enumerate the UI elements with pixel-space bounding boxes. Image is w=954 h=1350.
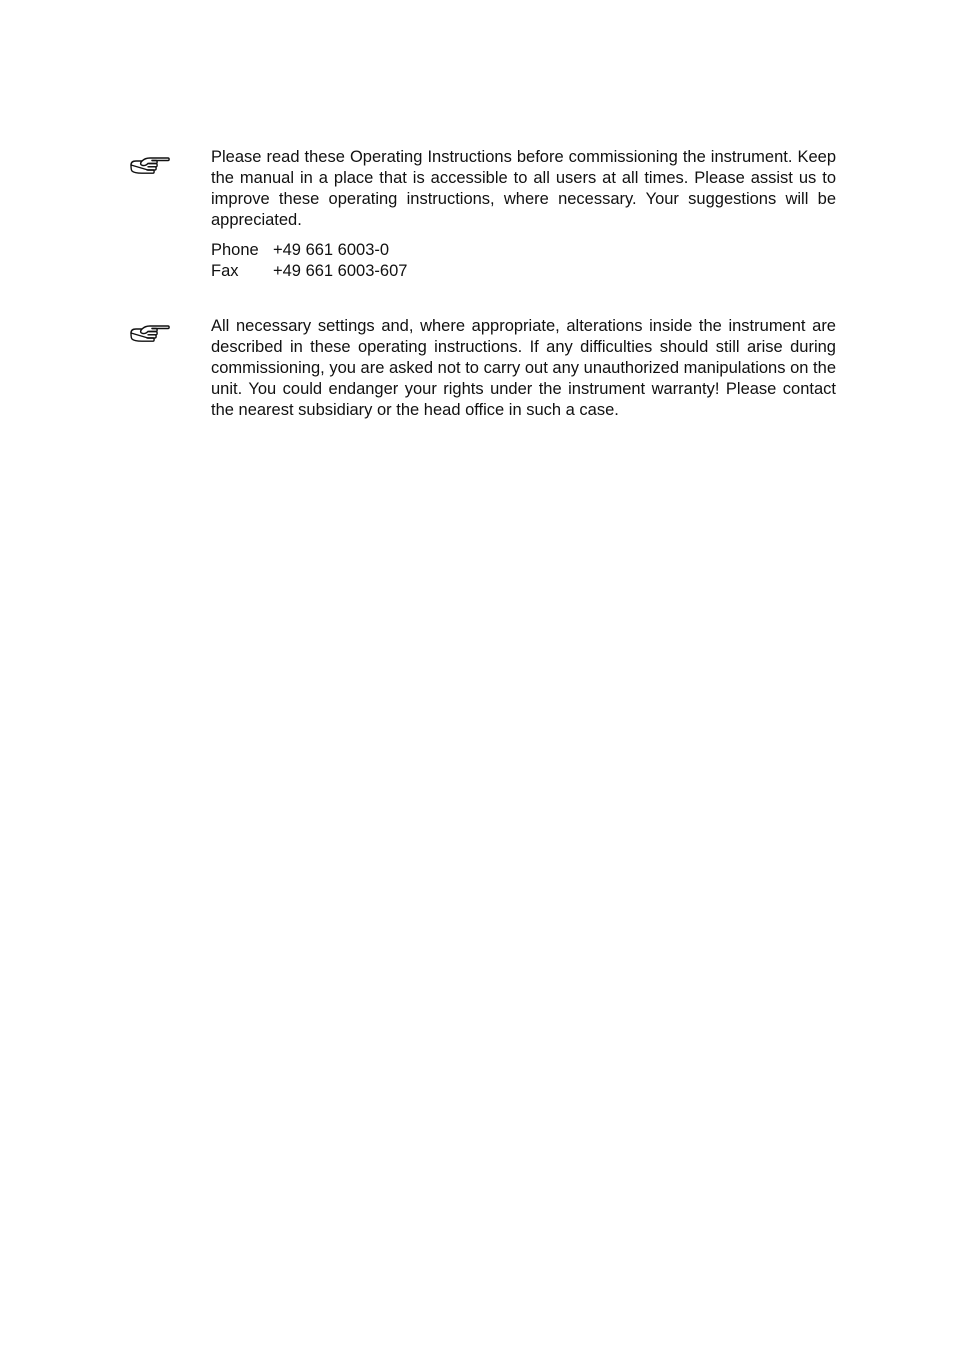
phone-row: [211, 240, 407, 261]
fax-row: [211, 261, 407, 282]
pointing-hand-icon: [128, 324, 170, 350]
phone-value: +49 661 6003-0: [273, 241, 390, 259]
note-text: All necessary settings and, where appropriate, alterations inside the instrument are described in these operating instructions. If any difficulties should still arise during commissioning, you are asked not to carry out any unauthorized manipulations on the unit. You could endanger your rights under the instrument warranty! Please contact the nearest subsidiary or the head office in such a case.: [211, 317, 836, 419]
fax-label: Fax: [211, 262, 239, 280]
note-text: Please read these Operating Instructions before commissioning the instrument. Keep the manual in a place that is accessible to all users at all times. Please assist us to improve these operating instructions, where necessary. Your suggestions will be appreciated.: [211, 148, 836, 229]
phone-label: Phone: [211, 241, 259, 259]
pointing-hand-icon: [128, 156, 170, 182]
contact-info: [211, 240, 407, 282]
fax-value: +49 661 6003-607: [273, 262, 408, 280]
